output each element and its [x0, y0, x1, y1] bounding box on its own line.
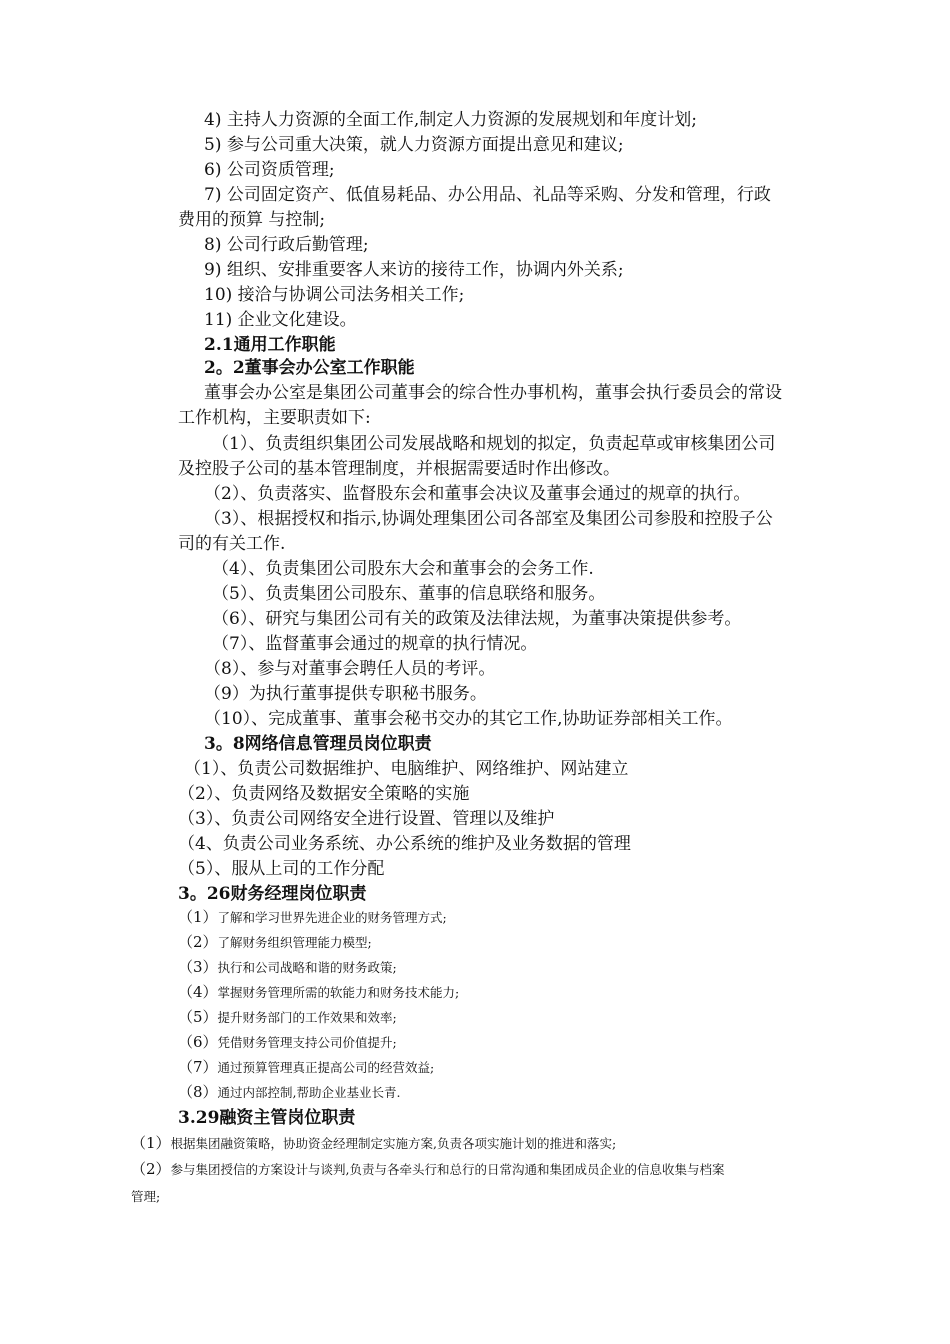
board-item-1-cont: 及控股子公司的基本管理制度，并根据需要适时作出修改。 [178, 459, 620, 479]
board-item-4: （4）、负责集团公司股东大会和董事会的会务工作. [212, 559, 594, 579]
finance-item-4: （4）掌握财务管理所需的软能力和财务技术能力; [178, 983, 460, 1001]
hr-item-4: 4) 主持人力资源的全面工作,制定人力资源的发展规划和年度计划; [204, 110, 697, 130]
board-item-10: （10）、完成董事、董事会秘书交办的其它工作,协助证券部相关工作。 [204, 709, 733, 729]
heading-financing-supervisor: 3.29融资主管岗位职责 [178, 1108, 356, 1128]
finance-item-8: （8）通过内部控制,帮助企业基业长青. [178, 1083, 401, 1101]
finance-item-5: （5）提升财务部门的工作效果和效率; [178, 1008, 397, 1026]
board-intro-line-1: 董事会办公室是集团公司董事会的综合性办事机构，董事会执行委员会的常设 [204, 383, 782, 403]
hr-item-8: 8) 公司行政后勤管理; [204, 235, 369, 255]
finance-item-3: （3）执行和公司战略和谐的财务政策; [178, 958, 397, 976]
financing-item-2-cont: 管理; [131, 1189, 161, 1204]
finance-item-1: （1）了解和学习世界先进企业的财务管理方式; [178, 908, 447, 926]
hr-item-9: 9) 组织、安排重要客人来访的接待工作，协调内外关系; [204, 260, 624, 280]
hr-item-11: 11) 企业文化建设。 [204, 310, 357, 330]
network-item-3: （3）、负责公司网络安全进行设置、管理以及维护 [178, 809, 555, 829]
board-item-5: （5）、负责集团公司股东、董事的信息联络和服务。 [212, 584, 606, 604]
heading-general-functions: 2.1通用工作职能 [204, 335, 336, 355]
board-item-1: （1）、负责组织集团公司发展战略和规划的拟定，负责起草或审核集团公司 [212, 434, 776, 454]
heading-network-admin: 3。8网络信息管理员岗位职责 [204, 734, 432, 754]
heading-finance-manager: 3。26财务经理岗位职责 [178, 884, 367, 904]
board-item-9: （9）为执行董事提供专职秘书服务。 [204, 684, 487, 704]
financing-item-1: （1）根据集团融资策略，协助资金经理制定实施方案,负责各项实施计划的推进和落实; [131, 1134, 617, 1152]
board-item-3-cont: 司的有关工作. [178, 534, 286, 554]
board-item-2: （2）、负责落实、监督股东会和董事会决议及董事会通过的规章的执行。 [204, 484, 751, 504]
board-intro-line-2: 工作机构，主要职责如下: [178, 408, 371, 428]
hr-item-6: 6) 公司资质管理; [204, 160, 335, 180]
hr-item-7-cont: 费用的预算 与控制; [178, 210, 326, 230]
finance-item-6: （6）凭借财务管理支持公司价值提升; [178, 1033, 397, 1051]
heading-board-office: 2。2董事会办公室工作职能 [204, 358, 415, 378]
hr-item-7: 7) 公司固定资产、低值易耗品、办公用品、礼品等采购、分发和管理，行政 [204, 185, 771, 205]
finance-item-7: （7）通过预算管理真正提高公司的经营效益; [178, 1058, 435, 1076]
hr-item-5: 5) 参与公司重大决策，就人力资源方面提出意见和建议; [204, 135, 624, 155]
hr-item-10: 10) 接洽与协调公司法务相关工作; [204, 285, 465, 305]
network-item-5: （5）、服从上司的工作分配 [178, 859, 385, 879]
network-item-2: （2）、负责网络及数据安全策略的实施 [178, 784, 470, 804]
board-item-7: （7）、监督董事会通过的规章的执行情况。 [212, 634, 538, 654]
board-item-8: （8）、参与对董事会聘任人员的考评。 [204, 659, 496, 679]
network-item-4: （4、负责公司业务系统、办公系统的维护及业务数据的管理 [178, 834, 631, 854]
finance-item-2: （2）了解财务组织管理能力模型; [178, 933, 372, 951]
board-item-3: （3）、根据授权和指示,协调处理集团公司各部室及集团公司参股和控股子公 [204, 509, 773, 529]
board-item-6: （6）、研究与集团公司有关的政策及法律法规，为董事决策提供参考。 [212, 609, 742, 629]
financing-item-2: （2）参与集团授信的方案设计与谈判,负责与各牵头行和总行的日常沟通和集团成员企业的信息收集与档案 [131, 1160, 725, 1178]
network-item-1: （1）、负责公司数据维护、电脑维护、网络维护、网站建立 [184, 759, 629, 779]
